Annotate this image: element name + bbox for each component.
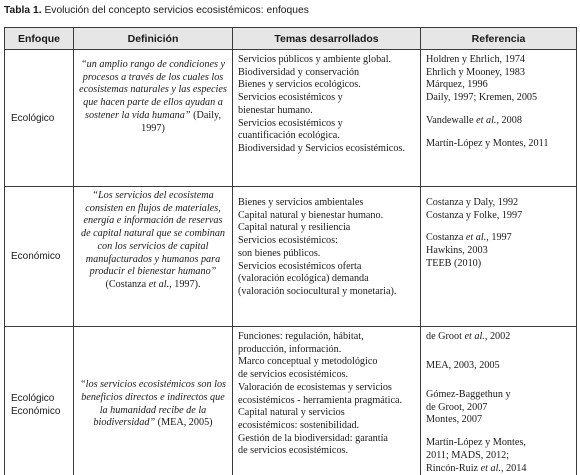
header-definicion: Definición bbox=[74, 28, 233, 50]
referencia-line: Hawkins, 2003 bbox=[426, 245, 488, 257]
tema-line: Biodiversidad y conservación bbox=[238, 66, 360, 78]
referencia-line: Ehrlich y Mooney, 1983 bbox=[426, 66, 525, 78]
referencia-cell bbox=[421, 187, 577, 327]
referencia-line: TEEB (2010) bbox=[426, 257, 482, 269]
tema-line: producción, información. bbox=[238, 343, 342, 355]
tema-line: Servicios ecosistémicos: bbox=[238, 235, 338, 247]
tema-line: cuantificación ecológica. bbox=[238, 130, 340, 142]
referencia-line: Martín-López y Montes, 2011 bbox=[426, 137, 549, 149]
caption-label: Tabla 1. bbox=[4, 5, 42, 16]
enfoque-label: Ecológico bbox=[11, 392, 55, 404]
tema-line: Bienes y servicios ecológicos. bbox=[238, 79, 361, 91]
referencia-line: Costanza et al., 1997 bbox=[426, 232, 512, 244]
enfoque-cell bbox=[5, 50, 74, 187]
definicion-cell bbox=[74, 187, 233, 327]
enfoque-cell bbox=[5, 187, 74, 327]
referencia-line: Márquez, 1996 bbox=[426, 79, 488, 91]
enfoque-label: Ecológico bbox=[11, 112, 55, 124]
tema-line: de servicios ecosistémicos. bbox=[238, 369, 349, 381]
tema-line: Biodiversidad y Servicios ecosistémicos. bbox=[238, 142, 405, 154]
referencia-line: 2011; MADS, 2012; bbox=[426, 449, 510, 461]
referencia-line: de Groot, 2007 bbox=[426, 401, 488, 413]
table-caption bbox=[4, 4, 576, 17]
referencia-line bbox=[426, 115, 571, 128]
referencia-cell bbox=[421, 327, 577, 475]
tema-line: Marco conceptual y metodológico bbox=[238, 356, 378, 368]
referencia-line: Holdren y Ehrlich, 1974 bbox=[426, 54, 526, 65]
referencia-line: Costanza y Daly, 1992 bbox=[426, 197, 519, 208]
referencia-line: Vandewalle et al., 2008 bbox=[426, 114, 522, 126]
tema-line: Capital natural y servicios bbox=[238, 407, 345, 419]
definicion-cite: (Costanza et al., 1997). bbox=[105, 278, 201, 290]
temas-cell bbox=[233, 50, 421, 187]
temas-cell bbox=[233, 187, 421, 327]
table-row-ecologico-economico bbox=[5, 327, 577, 475]
concept-table bbox=[4, 27, 577, 475]
referencia-line: MEA, 2003, 2005 bbox=[426, 360, 500, 371]
enfoque-label: Económico bbox=[11, 405, 61, 417]
tema-line: Bienes y servicios ambientales bbox=[238, 197, 364, 208]
definicion-cell bbox=[74, 50, 233, 187]
referencia-line: Gómez-Baggethun y bbox=[426, 389, 511, 400]
tema-line: Valoración de ecosistemas y servicios bbox=[238, 381, 392, 393]
header-referencia: Referencia bbox=[421, 28, 577, 50]
tema-line: de servicios ecosistémicos. bbox=[238, 445, 349, 457]
tema-line: Funciones: regulación, hábitat, bbox=[238, 331, 364, 342]
referencia-line: Rincón-Ruiz et al., 2014 bbox=[426, 462, 527, 474]
table-row-economico bbox=[5, 187, 577, 327]
header-row bbox=[5, 28, 577, 50]
definicion-quote: “un amplio rango de condiciones y procesos a través de los cuales los ecosistemas naturales y las especies que hacen parte de ellos ayudan a sostener la vida humana” bbox=[79, 59, 227, 121]
header-temas: Temas desarrollados bbox=[233, 28, 421, 50]
enfoque-label: Económico bbox=[11, 251, 61, 262]
tema-line: Servicios ecosistémicos y bbox=[238, 92, 343, 104]
tema-line: Capital natural y resiliencia bbox=[238, 222, 351, 234]
referencia-line: Martín-López y Montes, bbox=[426, 437, 526, 449]
tema-line: Servicios públicos y ambiente global. bbox=[238, 54, 392, 65]
table-row-ecologico bbox=[5, 50, 577, 187]
tema-line: Capital natural y bienestar humano. bbox=[238, 209, 384, 221]
tema-line: ecosistémicos: sostenibilidad. bbox=[238, 419, 360, 431]
definicion-cite: (MEA, 2005) bbox=[155, 417, 213, 429]
referencia-line: de Groot et al., 2002 bbox=[426, 331, 511, 342]
tema-line: bienestar humano. bbox=[238, 104, 313, 116]
definicion-quote: “los servicios ecosistémicos son los beneficios directos e indirectos que la humanidad recibe de la biodiversidad” bbox=[79, 379, 226, 429]
tema-line: son bienes públicos. bbox=[238, 247, 321, 259]
referencia-line: Daily, 1997; Kremen, 2005 bbox=[426, 92, 538, 104]
tema-line: Servicios ecosistémicos y bbox=[238, 117, 343, 129]
tema-line: (valoración ecológica) demanda bbox=[238, 273, 369, 285]
tema-line: Gestión de la biodiversidad: garantía bbox=[238, 432, 388, 444]
tema-line: (valoración sociocultural y monetaria). bbox=[238, 285, 397, 297]
referencia-line: Montes, 2007 bbox=[426, 414, 483, 426]
definicion-cell bbox=[74, 327, 233, 475]
caption-text: Evolución del concepto servicios ecosistémicos: enfoques bbox=[41, 5, 309, 16]
tema-line: Servicios ecosistémicos oferta bbox=[238, 260, 362, 272]
definicion-quote: “Los servicios del ecosistema consisten en flujos de materiales, energía e información de reservas de capital natural que se combinan con los servicios de capital manufacturados y humanos para producir el bienestar humano” bbox=[80, 190, 226, 278]
enfoque-cell bbox=[5, 327, 74, 475]
tema-line: ecosistémicos - herramienta pragmática. bbox=[238, 394, 403, 406]
header-enfoque: Enfoque bbox=[5, 28, 74, 50]
referencia-cell bbox=[421, 50, 577, 187]
temas-cell bbox=[233, 327, 421, 475]
definicion-cite: (Daily, 1997) bbox=[141, 109, 222, 134]
referencia-line: Costanza y Folke, 1997 bbox=[426, 209, 523, 221]
